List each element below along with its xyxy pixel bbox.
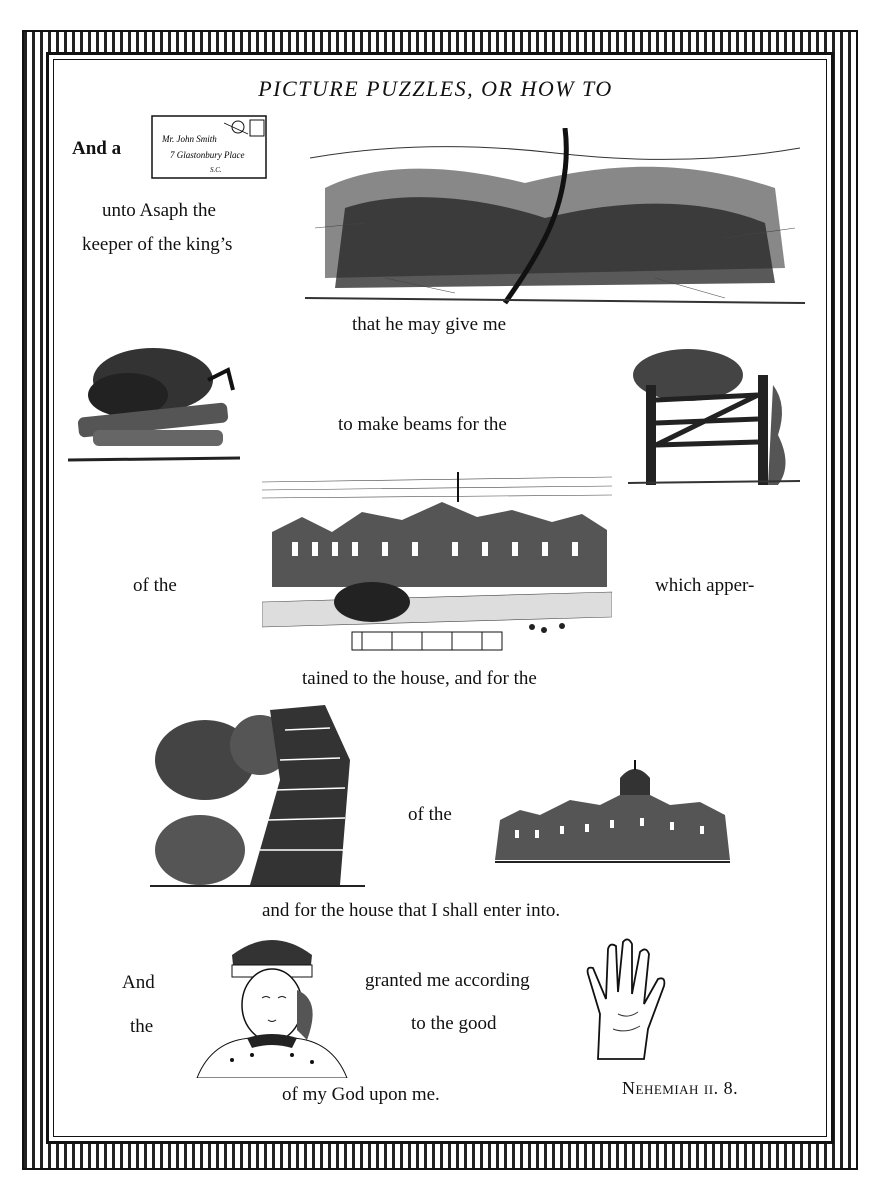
text-of-the-1: of the xyxy=(133,575,177,596)
letter-envelope-picture xyxy=(150,114,270,182)
text-enter-into: and for the house that I shall enter into. xyxy=(262,900,561,921)
text-unto-asaph: unto Asaph the xyxy=(102,200,216,221)
envelope-line-2: 7 Glastonbury Place xyxy=(170,150,245,160)
gate-picture xyxy=(628,345,800,487)
envelope-line-3: S.C. xyxy=(210,166,222,174)
city-picture xyxy=(490,760,735,865)
text-granted: granted me according xyxy=(365,970,530,991)
palace-picture xyxy=(262,462,612,662)
text-and: And xyxy=(122,972,155,993)
text-to-the-good: to the good xyxy=(411,1013,497,1034)
hand-picture xyxy=(578,934,670,1062)
text-of-the-2: of the xyxy=(408,804,452,825)
page-title: PICTURE PUZZLES, OR HOW TO xyxy=(258,76,613,101)
text-the: the xyxy=(130,1016,154,1037)
text-tained: tained to the house, and for the xyxy=(302,668,537,689)
text-make-beams: to make beams for the xyxy=(338,414,507,435)
cedar-logs-picture xyxy=(68,340,240,472)
envelope-line-1: Mr. John Smith xyxy=(162,134,217,144)
scripture-reference: Nehemiah ii. 8. xyxy=(622,1078,739,1098)
king-portrait-picture xyxy=(192,930,350,1078)
text-give-me: that he may give me xyxy=(352,314,507,335)
text-keeper: keeper of the king’s xyxy=(82,234,233,255)
text-which-apper: which apper- xyxy=(655,575,755,596)
text-my-god: of my God upon me. xyxy=(282,1084,440,1105)
forest-picture xyxy=(305,128,805,308)
text-and-a: And a xyxy=(72,138,122,159)
wall-picture xyxy=(150,700,365,890)
